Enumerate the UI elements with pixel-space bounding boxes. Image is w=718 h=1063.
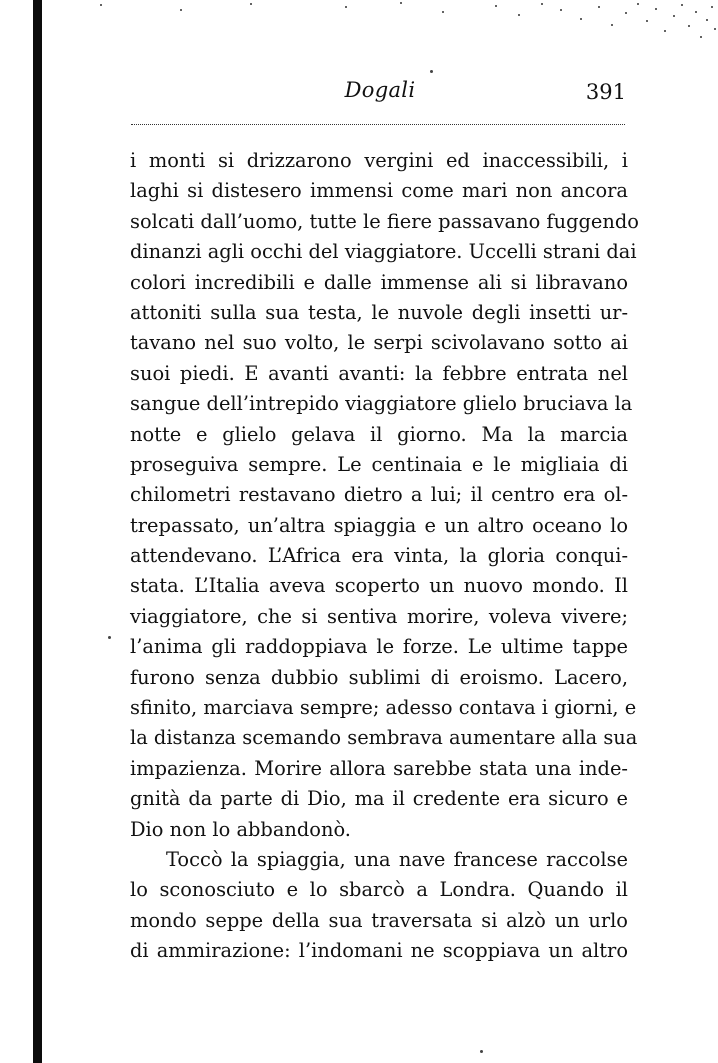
text-line: stata. L’Italia aveva scoperto un nuovo mondo. Il (130, 574, 628, 598)
book-spine-edge (33, 0, 42, 1063)
text-line: Dio non lo abbandonò. (130, 817, 351, 841)
paper-speckle (40, 0, 718, 44)
header-divider (131, 124, 625, 125)
text-line: laghi si distesero immensi come mari non ancora (130, 179, 628, 203)
stray-ink-mark (108, 636, 111, 639)
text-line: lo sconosciuto e lo sbarcò a Londra. Quando il (130, 878, 628, 902)
text-line: impazienza. Morire allora sarebbe stata una inde- (130, 756, 628, 780)
text-line: la distanza scemando sembrava aumentare alla sua (130, 726, 638, 750)
page-number: 391 (585, 80, 626, 104)
text-line: dinanzi agli occhi del viaggiatore. Uccelli strani dai (130, 240, 637, 264)
text-line: mondo seppe della sua traversata si alzò un urlo (130, 908, 628, 932)
text-line: chilometri restavano dietro a lui; il centro era ol- (130, 483, 628, 507)
text-line: Toccò la spiaggia, una nave francese raccolse (166, 847, 628, 871)
running-title: Dogali (344, 78, 416, 102)
text-line: attoniti sulla sua testa, le nuvole degli insetti ur- (130, 300, 628, 324)
running-header (130, 78, 630, 108)
text-line: trepassato, un’altra spiaggia e un altro oceano lo (130, 513, 628, 537)
text-line: proseguiva sempre. Le centinaia e le migliaia di (130, 452, 628, 476)
text-line: attendevano. L’Africa era vinta, la gloria conqui- (130, 544, 628, 568)
text-line: sangue dell’intrepido viaggiatore glielo bruciava la (130, 392, 633, 416)
text-line: furono senza dubbio sublimi di eroismo. Lacero, (130, 665, 628, 689)
text-line: i monti si drizzarono vergini ed inaccessibili, i (130, 149, 628, 172)
text-line: l’anima gli raddoppiava le forze. Le ultime tappe (130, 635, 628, 659)
stray-ink-mark (430, 70, 433, 73)
text-line: notte e glielo gelava il giorno. Ma la marcia (130, 422, 628, 446)
text-line: sfinito, marciava sempre; adesso contava i giorni, e (130, 696, 637, 720)
body-text (130, 146, 639, 967)
text-line: suoi piedi. E avanti avanti: la febbre entrata nel (130, 361, 628, 385)
text-line: gnità da parte di Dio, ma il credente era sicuro e (130, 787, 628, 811)
text-line: tavano nel suo volto, le serpi scivolavano sotto ai (130, 331, 628, 355)
text-line: solcati dall’uomo, tutte le fiere passavano fuggendo (130, 209, 639, 233)
text-line: viaggiatore, che si sentiva morire, voleva vivere; (130, 604, 628, 628)
text-line: di ammirazione: l’indomani ne scoppiava un altro (130, 939, 628, 963)
stray-ink-mark (480, 1050, 483, 1053)
text-line: colori incredibili e dalle immense ali si libravano (130, 270, 628, 294)
